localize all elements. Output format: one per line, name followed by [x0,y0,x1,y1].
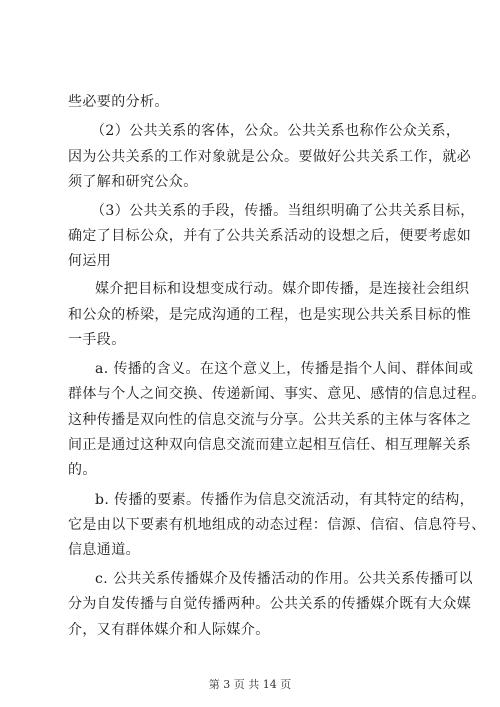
body-line: 它是由以下要素有机地组成的动态过程：信源、信宿、信息符号、 [68,517,486,533]
body-line: 因为公共关系的工作对象就是公众。要做好公共关系工作，就必 [68,149,472,165]
body-line: 和公众的桥梁，是完成沟通的工程，也是实现公共关系目标的惟 [68,307,472,323]
body-line: 介，又有群体媒介和人际媒介。 [68,622,270,638]
body-line: 分为自发传播与自觉传播两种。公共关系的传播媒介既有大众媒 [68,596,472,612]
body-line: 何运用 [68,253,112,269]
body-line: 一手段。 [68,332,126,348]
body-line: b. 传播的要素。传播作为信息交流活动，有其特定的结构， [95,492,475,508]
body-line: 这种传播是双向性的信息交流与分享。公共关系的主体与客体之 [68,412,472,428]
body-line: 媒介把目标和设想变成行动。媒介即传播，是连接社会组织 [95,281,470,297]
body-line: 确定了目标公众，并有了公共关系活动的设想之后，便要考虑如 [68,228,472,244]
body-line: 的。 [68,462,97,478]
page-number-footer: 第 3 页 共 14 页 [208,678,292,691]
body-line: （2）公共关系的客体，公众。公共关系也称作公众关系， [91,123,461,139]
body-line: 群体与个人之间交换、传递新闻、事实、意见、感情的信息过程。 [68,386,486,402]
body-line: 些必要的分析。 [68,94,169,110]
body-line: （3）公共关系的手段，传播。当组织明确了公共关系目标， [91,203,475,219]
body-line: c. 公共关系传播媒介及传播活动的作用。公共关系传播可以 [95,571,473,587]
body-line: a. 传播的含义。在这个意义上，传播是指个人间、群体间或 [95,361,474,377]
body-line: 信息通道。 [68,542,140,558]
body-line: 间正是通过这种双向信息交流而建立起相互信任、相互理解关系 [68,437,472,453]
body-line: 须了解和研究公众。 [68,174,198,190]
